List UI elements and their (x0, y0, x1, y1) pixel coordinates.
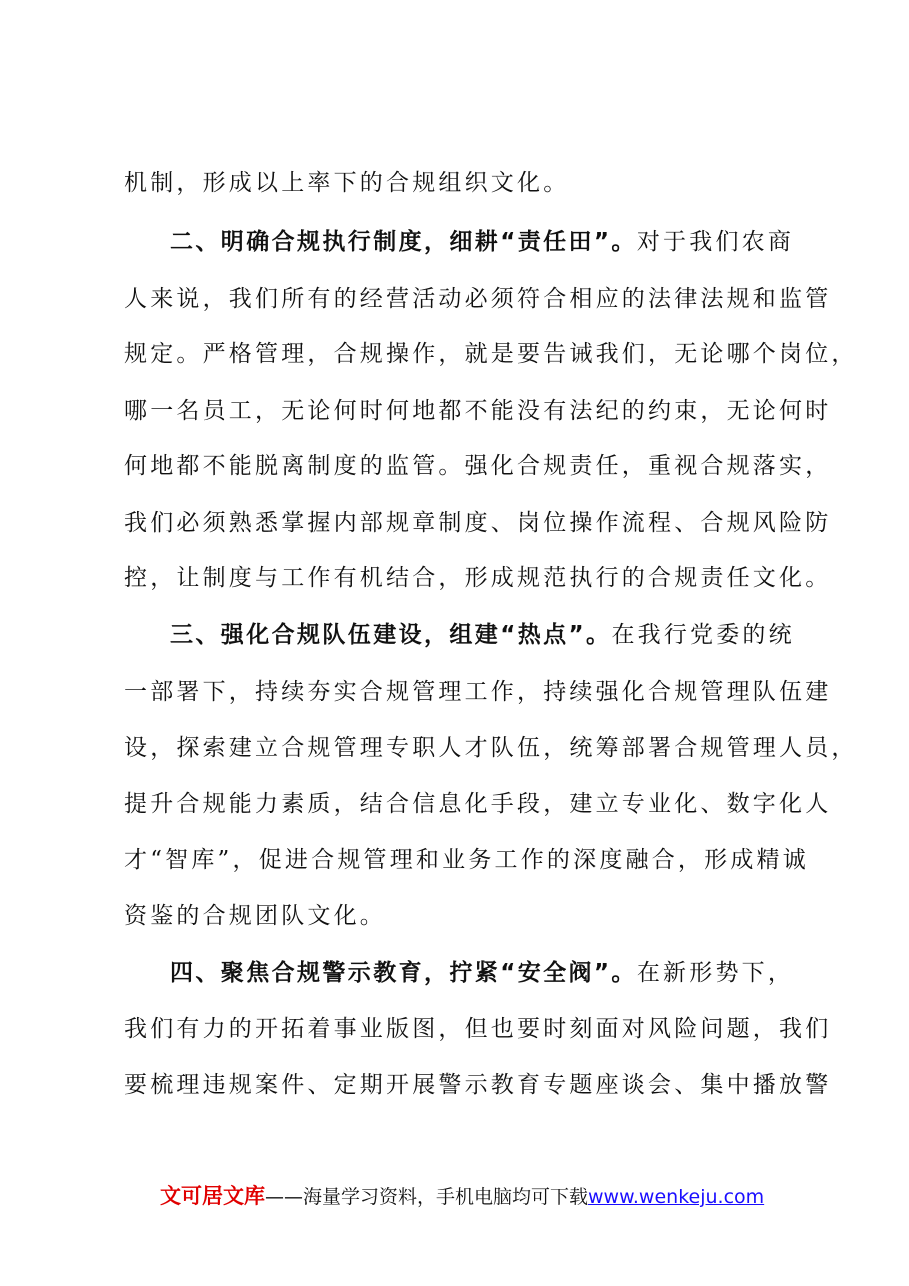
line-text: 在我行党委的统 (611, 622, 795, 648)
line-text: 哪一名员工，无论何时何地都不能没有法纪的约束，无论何时 (124, 398, 832, 424)
line-text: 资鉴的合规团队文化。 (124, 903, 386, 929)
line-text: 要梳理违规案件、定期开展警示教育专题座谈会、集中播放警 (124, 1072, 832, 1098)
line-text: 在新形势下， (636, 960, 795, 986)
footer-banner (160, 1183, 764, 1210)
footer-tagline: ——海量学习资料，手机电脑均可下载 (265, 1186, 589, 1208)
footer-url-link[interactable]: www.wenkeju.com (588, 1186, 765, 1208)
paragraph-line (124, 396, 832, 426)
line-text: 控，让制度与工作有机结合，形成规范执行的合规责任文化。 (124, 565, 832, 591)
section-heading: 二、明确合规执行制度，细耕“责任田”。 (170, 229, 637, 255)
section-heading: 三、强化合规队伍建设，组建“热点”。 (170, 622, 612, 648)
paragraph-line (124, 845, 809, 875)
section-heading-line (170, 958, 850, 988)
paragraph-line (124, 1070, 832, 1100)
line-text: 对于我们农商 (636, 229, 795, 255)
line-text: 才“智库”，促进合规管理和业务工作的深度融合，形成精诚 (124, 847, 809, 873)
paragraph-line (124, 901, 804, 931)
paragraph-line (124, 677, 832, 707)
section-heading-line (170, 227, 850, 257)
section-heading: 四、聚焦合规警示教育，拧紧“安全阀”。 (170, 960, 637, 986)
line-text: 规定。严格管理，合规操作，就是要告诫我们，无论哪个岗位， (124, 341, 858, 367)
paragraph-line (124, 284, 832, 314)
line-text: 人来说，我们所有的经营活动必须符合相应的法律法规和监管 (124, 286, 832, 312)
line-text: 一部署下，持续夯实合规管理工作，持续强化合规管理队伍建 (124, 679, 832, 705)
paragraph-line (124, 1014, 832, 1044)
paragraph-line (124, 451, 832, 481)
line-text: 机制，形成以上率下的合规组织文化。 (124, 170, 570, 196)
section-heading-line (170, 620, 850, 650)
footer-brand: 文可居文库 (160, 1184, 265, 1208)
paragraph-line (124, 733, 858, 763)
line-text: 何地都不能脱离制度的监管。强化合规责任，重视合规落实， (124, 453, 832, 479)
paragraph-line (124, 789, 832, 819)
line-text: 我们有力的开拓着事业版图，但也要时刻面对风险问题，我们 (124, 1016, 832, 1042)
paragraph-line (124, 168, 804, 198)
line-text: 设，探索建立合规管理专职人才队伍，统筹部署合规管理人员， (124, 735, 858, 761)
paragraph-line (124, 508, 832, 538)
line-text: 提升合规能力素质，结合信息化手段，建立专业化、数字化人 (124, 791, 832, 817)
paragraph-line (124, 563, 832, 593)
paragraph-line (124, 339, 858, 369)
line-text: 我们必须熟悉掌握内部规章制度、岗位操作流程、合规风险防 (124, 510, 832, 536)
